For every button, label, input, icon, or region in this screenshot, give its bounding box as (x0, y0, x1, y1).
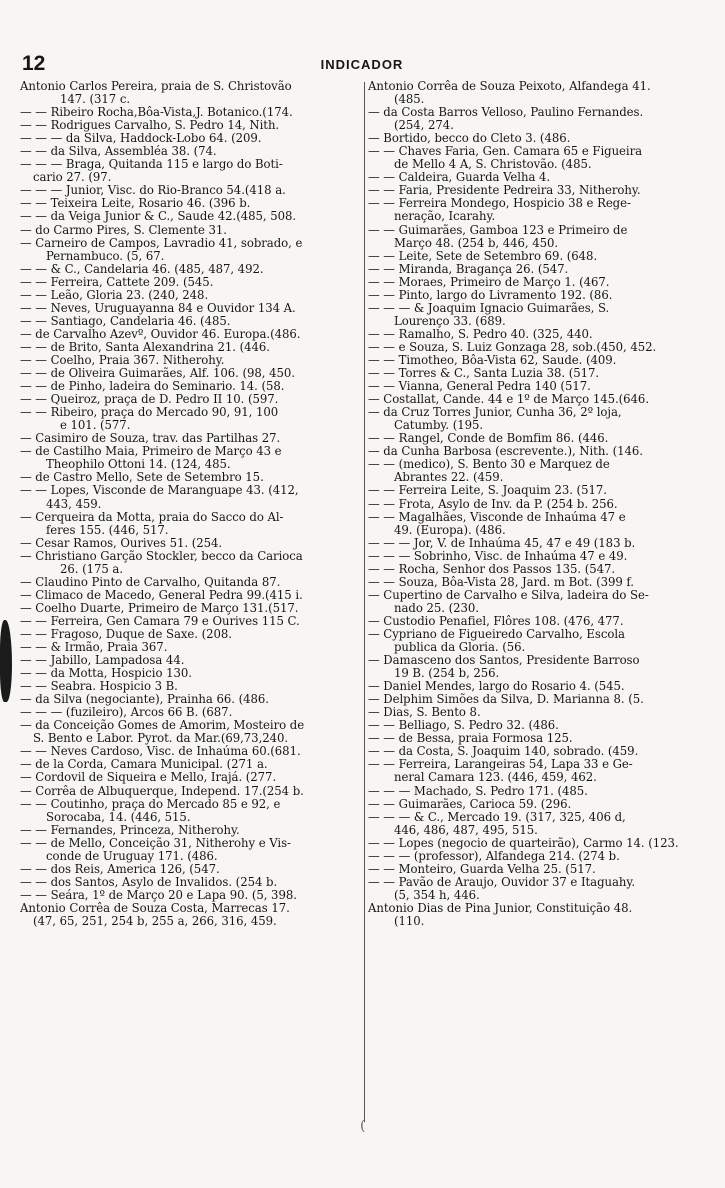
directory-entry-line: — — Ferreira, Larangeiras 54, Lapa 33 e Ge- (368, 758, 633, 772)
directory-entry-line: — — de Bessa, praia Formosa 125. (368, 732, 573, 746)
directory-entry-line: (47, 65, 251, 254 b, 255 a, 266, 316, 459. (33, 915, 277, 928)
directory-entry-line: e 101. (577. (60, 419, 131, 433)
directory-entry-line: — — Moraes, Primeiro de Março 1. (467. (368, 275, 610, 289)
directory-entry-line: conde de Uruguay 171. (486. (46, 849, 218, 863)
directory-entry-line: — Carneiro de Campos, Lavradio 41, sobrado, e (20, 236, 303, 250)
directory-entry-line: — — & C., Candelaria 46. (485, 487, 492. (20, 262, 264, 276)
directory-entry-line: — Cerqueira da Motta, praia do Sacco do Al- (20, 510, 284, 524)
directory-entry-line: — Christiano Garção Stockler, becco da Carioca (20, 549, 303, 563)
directory-entry-line: — — — da Silva, Haddock-Lobo 64. (209. (20, 132, 262, 146)
directory-entry-line: 147. (317 c. (60, 93, 130, 107)
directory-entry-line: — — Leite, Sete de Setembro 69. (648. (368, 249, 598, 263)
directory-entry-line: — — — & Joaquim Ignacio Guimarães, S. (368, 301, 610, 315)
directory-entry-line: Março 48. (254 b, 446, 450. (394, 236, 559, 250)
page-header (22, 52, 702, 76)
directory-entry-line: — — de Oliveira Guimarães, Alf. 106. (98, 450. (20, 367, 295, 381)
directory-entry-line: — — Neves Cardoso, Visc. de Inhaúma 60.(681. (20, 745, 301, 759)
directory-entry-line: — Costallat, Cande. 44 e 1º de Março 145.(646. (368, 393, 649, 407)
directory-entry-line: (254, 274. (394, 119, 454, 133)
directory-entry-line: — — & Irmão, Praia 367. (20, 641, 168, 655)
directory-entry-line: 19 B. (254 b, 256. (394, 667, 500, 681)
left-column (20, 80, 364, 928)
directory-entry-line: — — Pavão de Araujo, Ouvidor 37 e Itaguahy. (368, 875, 636, 889)
directory-entry-line: — — Guimarães, Gamboa 123 e Primeiro de (368, 223, 628, 237)
directory-entry-line: — — Ferreira, Gen Camara 79 e Ourives 115 C. (20, 614, 300, 628)
directory-entry-line: — — Belliago, S. Pedro 32. (486. (368, 719, 559, 733)
directory-entry-line: — — Neves, Uruguayanna 84 e Ouvidor 134 A. (20, 301, 296, 315)
directory-entry-line: — — — Sobrinho, Visc. de Inhaúma 47 e 49. (368, 549, 628, 563)
directory-entry-line: — — Miranda, Bragança 26. (547. (368, 262, 569, 276)
directory-entry-line: (5, 354 h, 446. (394, 888, 480, 902)
directory-entry-line: Abrantes 22. (459. (394, 471, 504, 485)
column-divider (364, 82, 365, 1122)
directory-entry-line: — — Ramalho, S. Pedro 40. (325, 440. (368, 327, 593, 341)
directory-entry-line: publica da Gloria. (56. (394, 641, 526, 655)
directory-entry-line: — de Castro Mello, Sete de Setembro 15. (20, 471, 264, 485)
directory-entry-line: — Cypriano de Figueiredo Carvalho, Escola (368, 627, 625, 641)
directory-entry-line: — — Ribeiro, praça do Mercado 90, 91, 100 (20, 406, 279, 420)
pencil-mark: ( (360, 1118, 366, 1134)
directory-entry-line: — Casimiro de Souza, trav. das Partilhas 27. (20, 432, 281, 446)
directory-entry-line: (110. (394, 915, 425, 928)
directory-entry-line: — — Timotheo, Bôa-Vista 62, Saude. (409. (368, 353, 617, 367)
directory-entry-line: — — Ribeiro Rocha,Bôa-Vista,J. Botanico.(174. (20, 106, 293, 120)
directory-entry-line: neral Camara 123. (446, 459, 462. (394, 771, 597, 785)
directory-entry-line: de Mello 4 A, S. Christovão. (485. (394, 158, 592, 172)
directory-entry-line: — Delphim Simões da Silva, D. Marianna 8. (5. (368, 693, 644, 707)
directory-entry-line: — — Lopes (negocio de quarteirão), Carmo 14. (123. (368, 836, 679, 850)
directory-entry-line: — — Leão, Gloria 23. (240, 248. (20, 288, 209, 302)
directory-entry-line: — do Carmo Pires, S. Clemente 31. (20, 223, 227, 237)
running-title: INDICADOR (320, 57, 404, 72)
directory-entry-line: — — Coutinho, praça do Mercado 85 e 92, e (20, 797, 281, 811)
directory-entry-line: — — Pinto, largo do Livramento 192. (86. (368, 288, 613, 302)
directory-entry-line: — — Guimarães, Carioca 59. (296. (368, 797, 572, 811)
directory-entry-line: — Bortido, becco do Cleto 3. (486. (368, 132, 571, 146)
directory-entry-line: — — — & C., Mercado 19. (317, 325, 406 d, (368, 810, 626, 824)
directory-entry-line: — — Rangel, Conde de Bomfim 86. (446. (368, 432, 609, 446)
directory-entry-line: — de la Corda, Camara Municipal. (271 a. (20, 758, 268, 772)
directory-entry-line: — — — Junior, Visc. do Rio-Branco 54.(418 a. (20, 184, 286, 198)
directory-entry-line: — — — Jor, V. de Inhaúma 45, 47 e 49 (183 b. (368, 536, 636, 550)
directory-entry-line: — — Seára, 1º de Março 20 e Lapa 90. (5, 398. (20, 888, 297, 902)
directory-entry-line: (485. (394, 93, 425, 107)
directory-entry-line: — de Castilho Maia, Primeiro de Março 43 e (20, 445, 282, 459)
directory-entry-line: — — Caldeira, Guarda Velha 4. (368, 171, 551, 185)
directory-entry-line: Sorocaba, 14. (446, 515. (46, 810, 191, 824)
directory-entry-line: — Custodio Penafiel, Flôres 108. (476, 477. (368, 614, 624, 628)
directory-entry-line: — — Rodrigues Carvalho, S. Pedro 14, Nith. (20, 119, 280, 133)
directory-entry-line: — — Lopes, Visconde de Maranguape 43. (412, (20, 484, 299, 498)
directory-entry-line: — — — Braga, Quitanda 115 e largo do Boti- (20, 158, 283, 172)
directory-entry-line: — Cordovil de Siqueira e Mello, Irajá. (277. (20, 771, 277, 785)
directory-entry-line: — — Faria, Presidente Pedreira 33, Nitherohy. (368, 184, 641, 198)
directory-entry-line: — — Chaves Faria, Gen. Camara 65 e Figueira (368, 145, 643, 159)
directory-entry-line: — da Cunha Barbosa (escrevente.), Nith. (146. (368, 445, 643, 459)
directory-entry-line: — — Souza, Bôa-Vista 28, Jard. m Bot. (399 f. (368, 575, 634, 589)
directory-entry-line: — Corrêa de Albuquerque, Independ. 17.(254 b. (20, 784, 304, 798)
directory-entry-line: — — — Machado, S. Pedro 171. (485. (368, 784, 588, 798)
directory-entry-line: — — Santiago, Candelaria 46. (485. (20, 314, 231, 328)
directory-entry-line: — — Ferreira Leite, S. Joaquim 23. (517. (368, 484, 607, 498)
directory-entry-line: — — Jabillo, Lampadosa 44. (20, 654, 185, 668)
directory-entry-line: — da Conceição Gomes de Amorim, Mosteiro de (20, 719, 305, 733)
directory-entry-line: — de Carvalho Azevº, Ouvidor 46. Europa.(486. (20, 327, 301, 341)
directory-entry-line: — — Vianna, General Pedra 140 (517. (368, 380, 591, 394)
directory-entry-line: 49. (Europa). (486. (394, 523, 506, 537)
directory-entry-line: — Damasceno dos Santos, Presidente Barroso (368, 654, 640, 668)
directory-entry-line: cario 27. (97. (33, 171, 112, 185)
directory-entry-line: — — Monteiro, Guarda Velha 25. (517. (368, 862, 596, 876)
directory-entry-line: S. Bento e Labor. Pyrot. da Mar.(69,73,240. (33, 732, 289, 746)
directory-entry-line: — — Ferreira Mondego, Hospicio 38 e Rege- (368, 197, 631, 211)
directory-entry-line: Catumby. (195. (394, 419, 484, 433)
directory-entry-line: — — Rocha, Senhor dos Passos 135. (547. (368, 562, 616, 576)
directory-entry-line: — — (medico), S. Bento 30 e Marquez de (368, 458, 610, 472)
directory-entry-line: — — de Mello, Conceição 31, Nitherohy e Vis- (20, 836, 291, 850)
directory-entry-line: Lourenço 33. (689. (394, 314, 506, 328)
directory-entry-line: Theophilo Ottoni 14. (124, 485. (46, 458, 231, 472)
directory-entry-line: — — Fernandes, Princeza, Nitherohy. (20, 823, 240, 837)
directory-entry-line: feres 155. (446, 517. (46, 523, 169, 537)
directory-entry-line: nado 25. (230. (394, 601, 479, 615)
directory-entry-line: — Cesar Ramos, Ourives 51. (254. (20, 536, 223, 550)
directory-entry-line: — Daniel Mendes, largo do Rosario 4. (545. (368, 680, 625, 694)
directory-entry-line: 26. (175 a. (60, 562, 124, 576)
directory-entry-line: — Coelho Duarte, Primeiro de Março 131.(517. (20, 601, 299, 615)
directory-entry-line: — — dos Reis, America 126, (547. (20, 862, 220, 876)
directory-entry-line: 446, 486, 487, 495, 515. (394, 823, 538, 837)
directory-entry-line: — — — (professor), Alfandega 214. (274 b. (368, 849, 620, 863)
margin-ink-mark (0, 620, 12, 702)
directory-entry-line: — — da Silva, Assembléa 38. (74. (20, 145, 217, 159)
directory-entry-line: — — de Brito, Santa Alexandrina 21. (446. (20, 340, 270, 354)
directory-entry-line: — Climaco de Macedo, General Pedra 99.(415 i. (20, 588, 303, 602)
directory-entry-line: Antonio Corrêa de Souza Peixoto, Alfandega 41. (368, 80, 651, 93)
directory-entry-line: — — da Motta, Hospicio 130. (20, 667, 192, 681)
directory-entry-line: — da Costa Barros Velloso, Paulino Fernandes. (368, 106, 644, 120)
directory-entry-line: — — da Costa, S. Joaquim 140, sobrado. (459. (368, 745, 639, 759)
directory-entry-line: — — da Veiga Junior & C., Saude 42.(485, 508. (20, 210, 297, 224)
directory-entry-line: — — e Souza, S. Luiz Gonzaga 28, sob.(450, 452. (368, 340, 657, 354)
directory-entry-line: 443, 459. (46, 497, 102, 511)
directory-entry-line: — — Queiroz, praça de D. Pedro II 10. (597. (20, 393, 279, 407)
directory-entry-line: Antonio Corrêa de Souza Costa, Marrecas 17. (20, 901, 290, 915)
directory-entry-line: — — Teixeira Leite, Rosario 46. (396 b. (20, 197, 251, 211)
directory-entry-line: — — Coelho, Praia 367. Nitherohy. (20, 353, 225, 367)
page-number: 12 (22, 52, 46, 75)
directory-entry-line: — — Magalhães, Visconde de Inhaúma 47 e (368, 510, 626, 524)
directory-entry-line: — — — (fuzileiro), Arcos 66 B. (687. (20, 706, 233, 720)
directory-entry-line: — — Torres & C., Santa Luzia 38. (517. (368, 367, 600, 381)
directory-entry-line: — Claudino Pinto de Carvalho, Quitanda 87. (20, 575, 281, 589)
directory-entry-line: Antonio Carlos Pereira, praia de S. Christovão (20, 80, 292, 93)
right-column (368, 80, 708, 928)
directory-entry-line: — Dias, S. Bento 8. (368, 706, 481, 720)
directory-entry-line: — da Silva (negociante), Prainha 66. (486. (20, 693, 269, 707)
directory-entry-line: Antonio Dias de Pina Junior, Constituição 48. (368, 901, 633, 915)
directory-entry-line: — — Seabra. Hospicio 3 B. (20, 680, 178, 694)
directory-entry-line: — — de Pinho, ladeira do Seminario. 14. (58. (20, 380, 285, 394)
directory-entry-line: — — dos Santos, Asylo de Invalidos. (254 b. (20, 875, 278, 889)
directory-entry-line: — — Ferreira, Cattete 209. (545. (20, 275, 214, 289)
directory-entry-line: — — Frota, Asylo de Inv. da P. (254 b. 256. (368, 497, 618, 511)
directory-entry-line: — Cupertino de Carvalho e Silva, ladeira do Se- (368, 588, 649, 602)
directory-entry-line: Pernambuco. (5, 67. (46, 249, 165, 263)
directory-entry-line: — da Cruz Torres Junior, Cunha 36, 2º loja, (368, 406, 622, 420)
directory-entry-line: neração, Icarahy. (394, 210, 496, 224)
directory-entry-line: — — Fragoso, Duque de Saxe. (208. (20, 627, 232, 641)
